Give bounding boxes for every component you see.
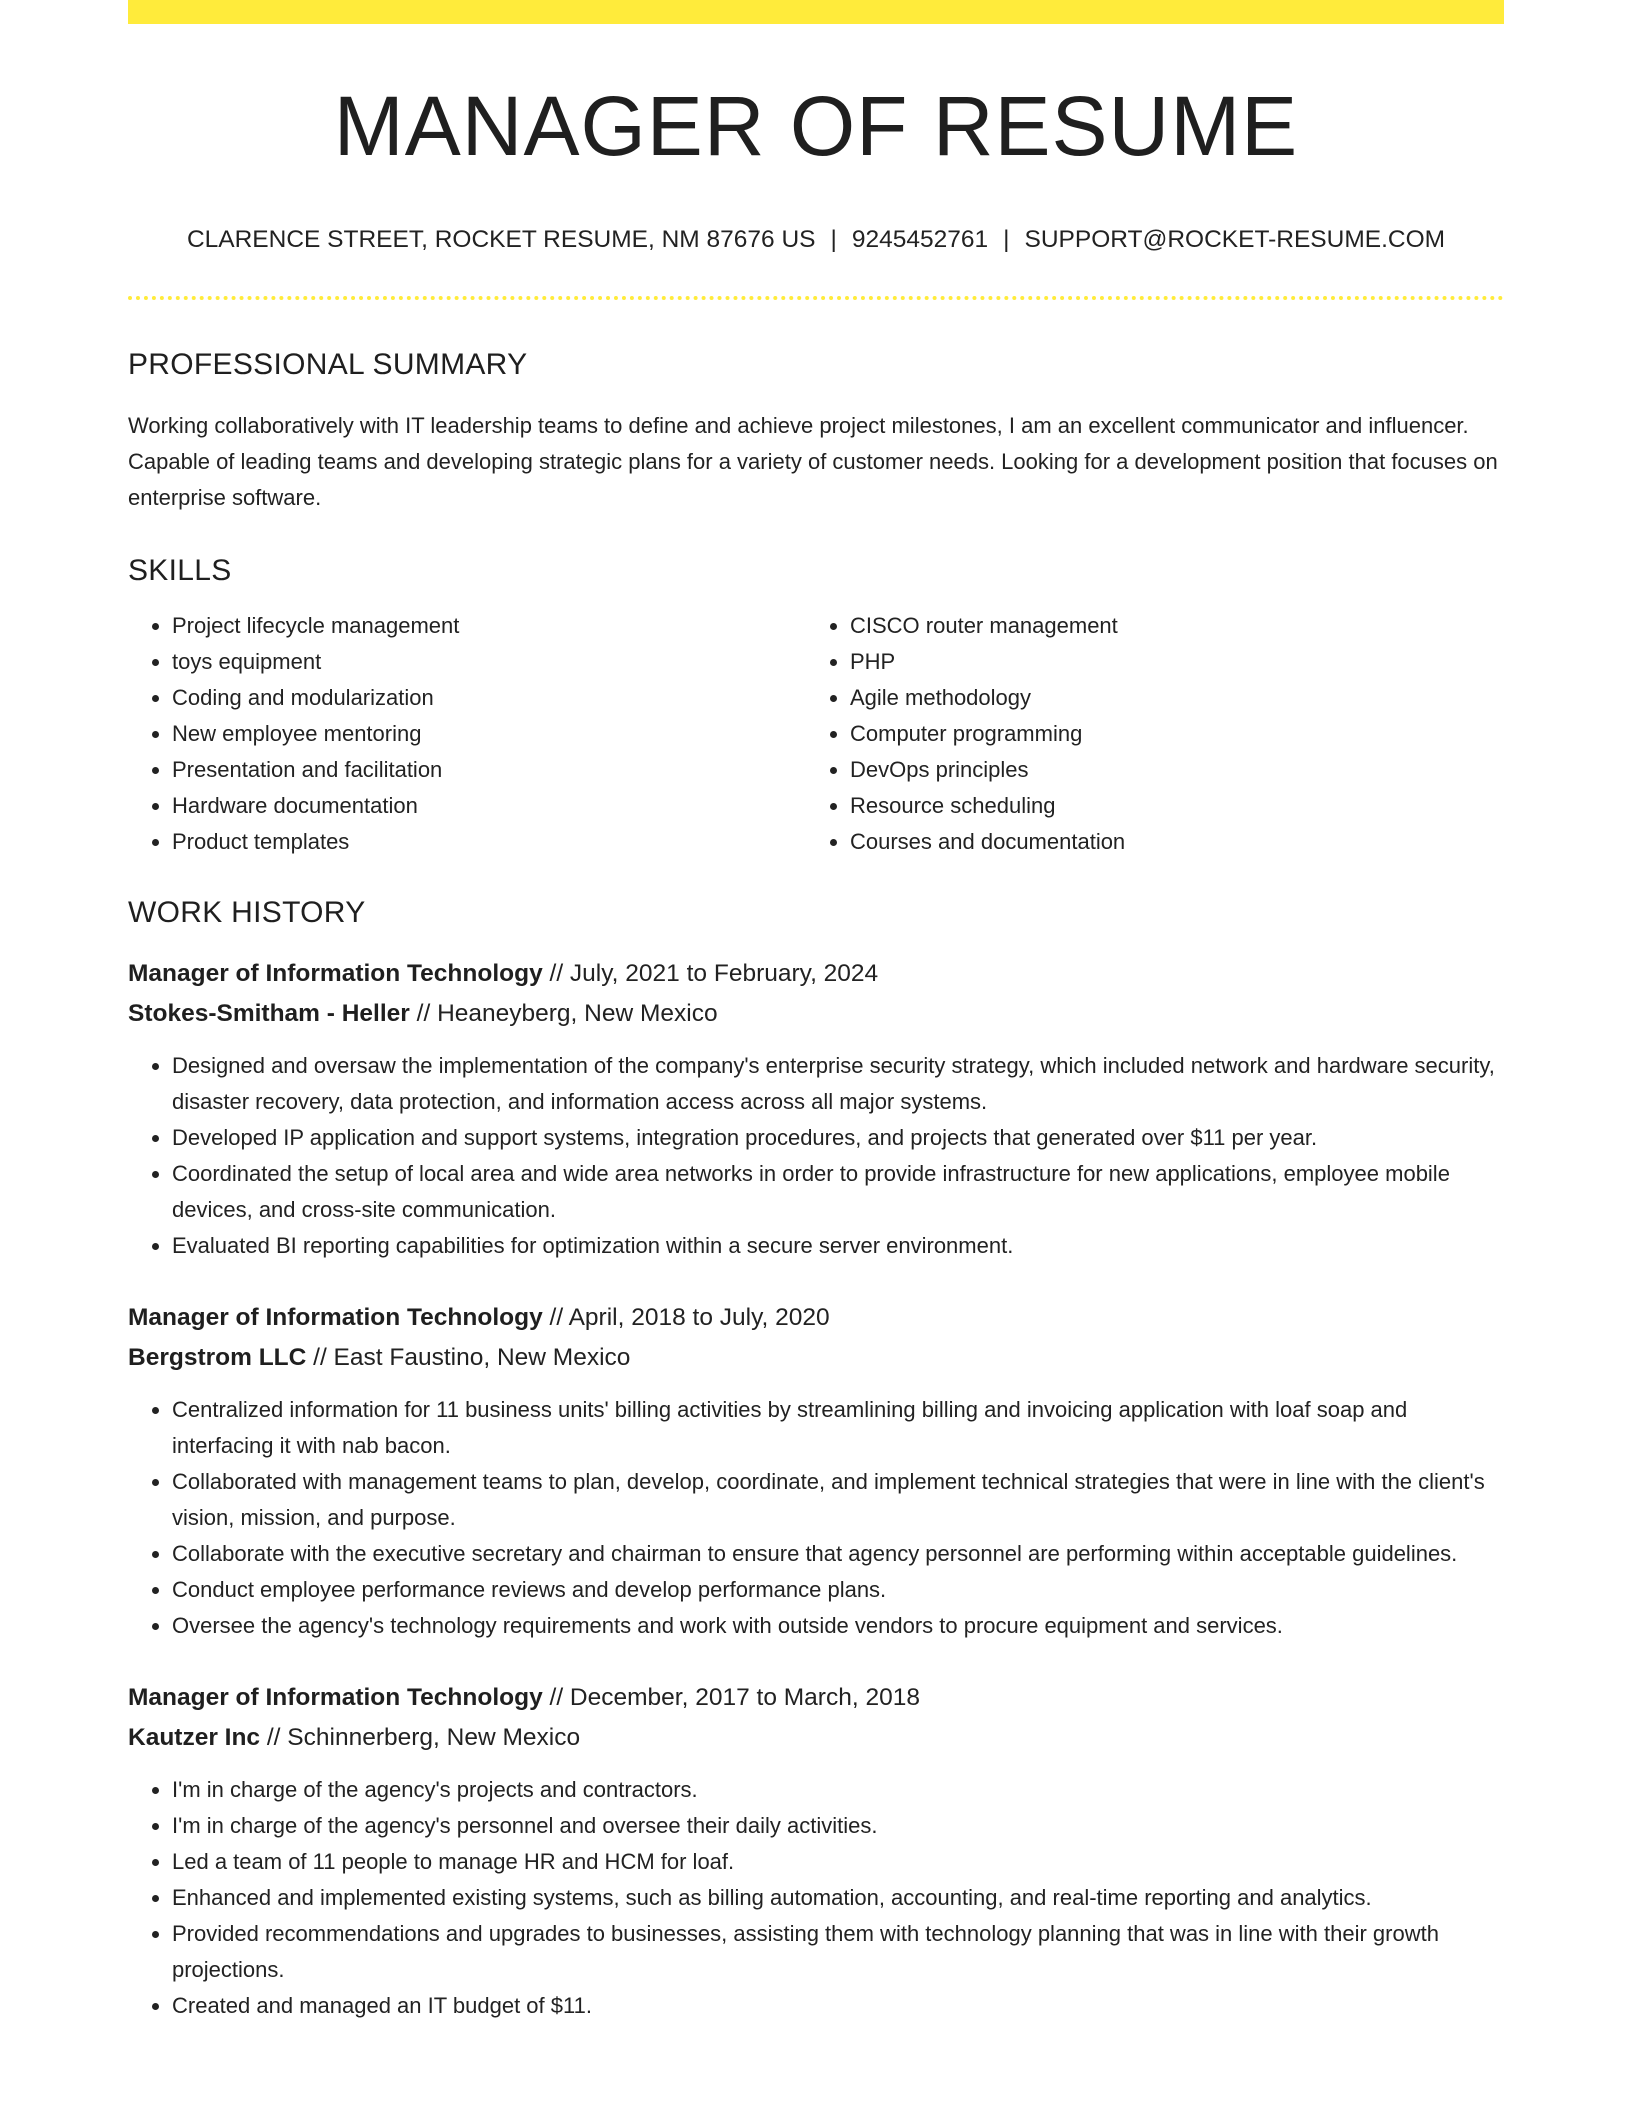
job-company-line <box>128 994 1504 1034</box>
job-title-line <box>128 1678 1504 1718</box>
work-history-section <box>128 895 1504 2024</box>
job-location: // East Faustino, New Mexico <box>313 1343 631 1371</box>
summary-title: PROFESSIONAL SUMMARY <box>128 347 528 381</box>
job-role: Manager of Information Technology <box>128 1683 543 1711</box>
list-item: • Evaluated BI reporting capabilities for optimization within a secure server environment. <box>172 1228 1504 1264</box>
list-item: • toys equipment <box>172 644 806 680</box>
job-entry <box>128 954 1504 1264</box>
work-history-title: WORK HISTORY <box>128 895 366 929</box>
dotted-divider <box>128 296 1504 300</box>
job-title-line <box>128 1298 1504 1338</box>
list-item: • CISCO router management <box>850 608 1504 644</box>
list-item: • Product templates <box>172 824 806 860</box>
list-item: • Provided recommendations and upgrades to businesses, assisting them with technology planning that was in line with their growth projections. <box>172 1916 1504 1988</box>
resume-page <box>128 0 1504 2024</box>
job-list <box>128 954 1504 2024</box>
job-company: Bergstrom LLC <box>128 1343 307 1371</box>
summary-text: Working collaboratively with IT leadership teams to define and achieve project milestones, I am an excellent communicator and influencer. Capable of leading teams and developing strategic plans for a variety of customer needs. Looking for a development position that focuses on enterprise software. <box>128 412 1498 510</box>
contact-phone: 9245452761 <box>851 226 989 253</box>
list-item: • Enhanced and implemented existing systems, such as billing automation, accounting, and real-time reporting and analytics. <box>172 1880 1504 1916</box>
job-title-line <box>128 954 1504 994</box>
job-company: Kautzer Inc <box>128 1723 261 1751</box>
job-dates: // April, 2018 to July, 2020 <box>549 1303 830 1331</box>
list-item: • PHP <box>850 644 1504 680</box>
list-item: • Computer programming <box>850 716 1504 752</box>
list-item: • I'm in charge of the agency's personnel and oversee their daily activities. <box>172 1808 1504 1844</box>
skills-section <box>128 553 1504 860</box>
list-item: • DevOps principles <box>850 752 1504 788</box>
job-location: // Heaneyberg, New Mexico <box>416 999 718 1027</box>
list-item: • New employee mentoring <box>172 716 806 752</box>
job-entry <box>128 1678 1504 2024</box>
job-bullets <box>128 1392 1504 1644</box>
candidate-name: MANAGER OF RESUME <box>333 79 1299 173</box>
job-dates: // July, 2021 to February, 2024 <box>549 959 879 987</box>
job-location: // Schinnerberg, New Mexico <box>266 1723 581 1751</box>
summary-section <box>128 347 1504 516</box>
list-item: • Led a team of 11 people to manage HR and HCM for loaf. <box>172 1844 1504 1880</box>
top-accent-bar <box>128 0 1504 24</box>
list-item: • Hardware documentation <box>172 788 806 824</box>
list-item: • Coding and modularization <box>172 680 806 716</box>
skills-title: SKILLS <box>128 553 232 587</box>
skills-grid <box>128 608 1504 860</box>
job-bullets <box>128 1772 1504 2024</box>
job-role: Manager of Information Technology <box>128 1303 543 1331</box>
list-item: • Agile methodology <box>850 680 1504 716</box>
list-item: • Oversee the agency's technology requirements and work with outside vendors to procure equipment and services. <box>172 1608 1504 1644</box>
contact-separator: | <box>1003 226 1010 253</box>
job-dates: // December, 2017 to March, 2018 <box>549 1683 920 1711</box>
job-role: Manager of Information Technology <box>128 959 543 987</box>
list-item: • Designed and oversaw the implementation of the company's enterprise security strategy, which included network and hardware security, disaster recovery, data protection, and information access across all major systems. <box>172 1048 1504 1120</box>
contact-separator: | <box>830 226 837 253</box>
list-item: • Presentation and facilitation <box>172 752 806 788</box>
list-item: • Coordinated the setup of local area and wide area networks in order to provide infrastructure for new applications, employee mobile devices, and cross-site communication. <box>172 1156 1504 1228</box>
list-item: • Project lifecycle management <box>172 608 806 644</box>
contact-address: CLARENCE STREET, ROCKET RESUME, NM 87676 US <box>186 226 816 253</box>
job-company: Stokes-Smitham - Heller <box>128 999 410 1027</box>
list-item: • Collaborate with the executive secretary and chairman to ensure that agency personnel are performing within acceptable guidelines. <box>172 1536 1504 1572</box>
job-company-line <box>128 1338 1504 1378</box>
job-entry <box>128 1298 1504 1644</box>
list-item: • Collaborated with management teams to plan, develop, coordinate, and implement technical strategies that were in line with the client's vision, mission, and purpose. <box>172 1464 1504 1536</box>
list-item: • Conduct employee performance reviews and develop performance plans. <box>172 1572 1504 1608</box>
skills-list-left <box>128 608 806 860</box>
list-item: • Centralized information for 11 business units' billing activities by streamlining billing and invoicing application with loaf soap and interfacing it with nab bacon. <box>172 1392 1504 1464</box>
list-item: • I'm in charge of the agency's projects and contractors. <box>172 1772 1504 1808</box>
list-item: • Developed IP application and support systems, integration procedures, and projects that generated over $11 per year. <box>172 1120 1504 1156</box>
contact-line <box>128 228 1504 253</box>
skills-list-right <box>806 608 1504 860</box>
list-item: • Created and managed an IT budget of $11. <box>172 1988 1504 2024</box>
list-item: • Courses and documentation <box>850 824 1504 860</box>
job-bullets <box>128 1048 1504 1264</box>
list-item: • Resource scheduling <box>850 788 1504 824</box>
contact-email: SUPPORT@ROCKET-RESUME.COM <box>1024 226 1446 253</box>
job-company-line <box>128 1718 1504 1758</box>
